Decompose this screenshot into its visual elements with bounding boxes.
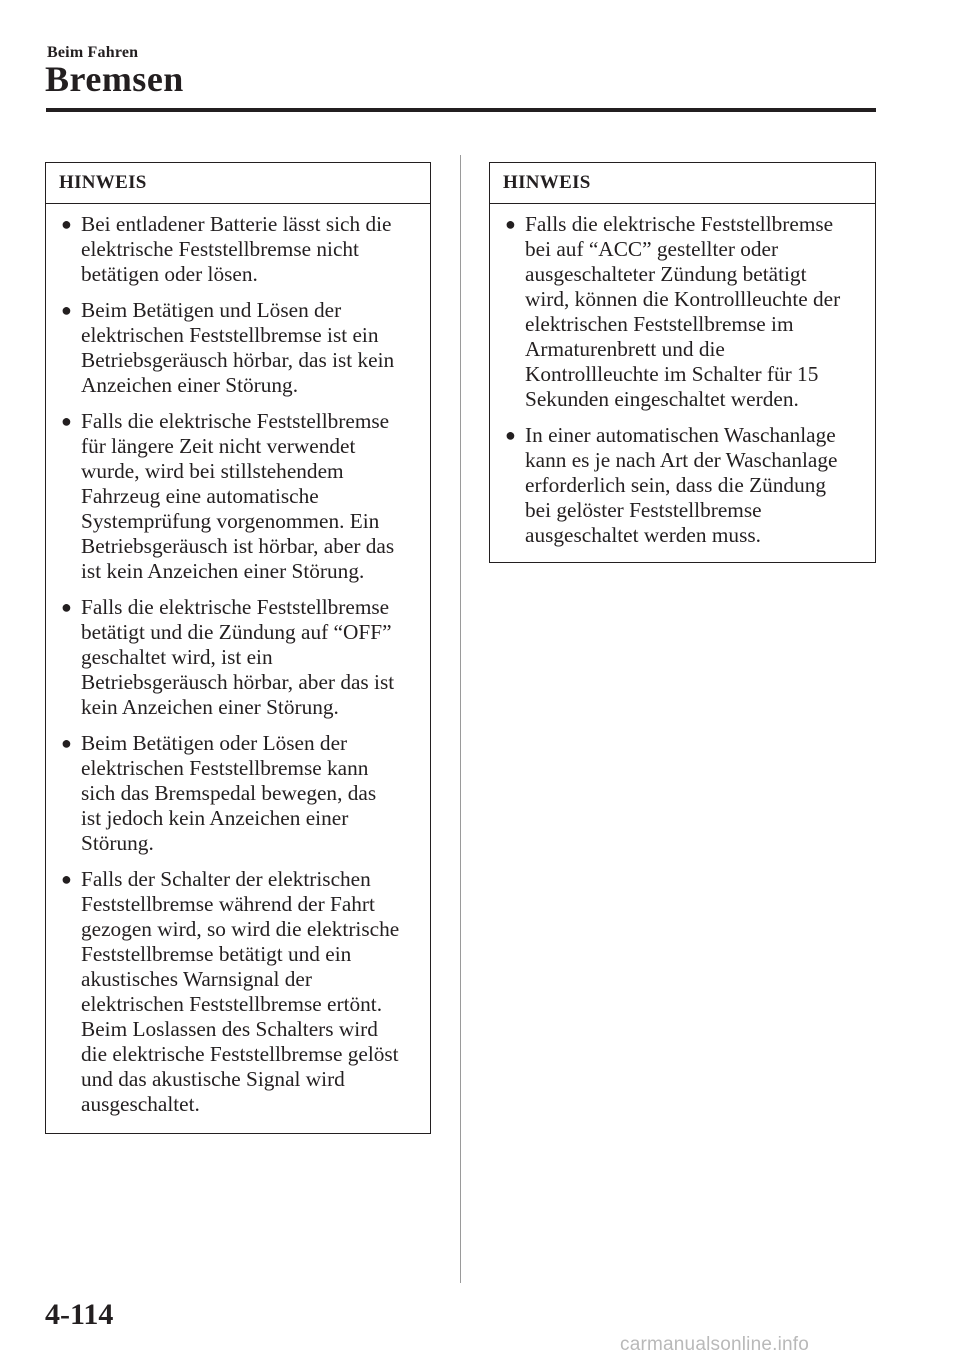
note-item [46, 212, 430, 287]
note-line: erforderlich sein, dass die Zündung [525, 473, 827, 497]
note-line: Beim Loslassen des Schalters wird [81, 1017, 378, 1041]
note-line: die elektrische Feststellbremse gelöst [81, 1042, 399, 1066]
note-line: Falls die elektrische Feststellbremse [81, 409, 390, 433]
note-line: ausgeschalteter Zündung betätigt [525, 262, 807, 286]
note-list-left [46, 204, 430, 1131]
note-line: ist jedoch kein Anzeichen einer [81, 806, 349, 830]
note-item [490, 212, 875, 412]
note-line: Betriebsgeräusch ist hörbar, aber das [81, 534, 395, 558]
bullet-icon: ● [505, 425, 516, 445]
section-label: Beim Fahren [47, 44, 139, 61]
note-line: ausgeschaltet werden muss. [525, 523, 761, 547]
note-line: Anzeichen einer Störung. [81, 373, 299, 397]
bullet-icon: ● [505, 214, 516, 234]
note-item [46, 867, 430, 1117]
note-line: kann es je nach Art der Waschanlage [525, 448, 838, 472]
note-line: elektrischen Feststellbremse im [525, 312, 794, 336]
note-line: Feststellbremse während der Fahrt [81, 892, 375, 916]
note-line: und das akustische Signal wird [81, 1067, 345, 1091]
note-line: geschaltet wird, ist ein [81, 645, 273, 669]
note-line: Beim Betätigen und Lösen der [81, 298, 342, 322]
note-line: Betriebsgeräusch hörbar, das ist kein [81, 348, 395, 372]
note-item [46, 409, 430, 584]
note-item [46, 731, 430, 856]
note-line: Sekunden eingeschaltet werden. [525, 387, 799, 411]
note-line: Falls die elektrische Feststellbremse [525, 212, 834, 236]
bullet-icon: ● [61, 733, 72, 753]
note-item [46, 595, 430, 720]
bullet-icon: ● [61, 597, 72, 617]
note-item [490, 423, 875, 548]
note-line: gezogen wird, so wird die elektrische [81, 917, 400, 941]
note-line: Falls die elektrische Feststellbremse [81, 595, 390, 619]
note-item [46, 298, 430, 398]
note-line: ausgeschaltet. [81, 1092, 200, 1116]
note-line: Bei entladener Batterie lässt sich die [81, 212, 392, 236]
note-line: Falls der Schalter der elektrischen [81, 867, 371, 891]
note-line: ist kein Anzeichen einer Störung. [81, 559, 365, 583]
watermark: carmanualsonline.info [620, 1334, 810, 1355]
column-divider [460, 155, 461, 1283]
note-line: akustisches Warnsignal der [81, 967, 312, 991]
bullet-icon: ● [61, 411, 72, 431]
note-line: betätigt und die Zündung auf “OFF” [81, 620, 392, 644]
note-line: kein Anzeichen einer Störung. [81, 695, 339, 719]
note-line: Kontrollleuchte im Schalter für 15 [525, 362, 819, 386]
chapter-title: Bremsen [45, 59, 184, 99]
note-line: bei gelöster Feststellbremse [525, 498, 762, 522]
note-line: elektrische Feststellbremse nicht [81, 237, 359, 261]
note-line: Störung. [81, 831, 154, 855]
note-box-left [45, 162, 431, 1134]
note-line: wurde, wird bei stillstehendem [81, 459, 344, 483]
note-line: Fahrzeug eine automatische [81, 484, 319, 508]
page-number: 4-114 [45, 1298, 114, 1331]
note-line: elektrischen Feststellbremse kann [81, 756, 369, 780]
bullet-icon: ● [61, 300, 72, 320]
note-line: elektrischen Feststellbremse ertönt. [81, 992, 383, 1016]
note-line: Betriebsgeräusch hörbar, aber das ist [81, 670, 395, 694]
note-title-right: HINWEIS [490, 163, 875, 204]
note-line: sich das Bremspedal bewegen, das [81, 781, 377, 805]
note-line: Feststellbremse betätigt und ein [81, 942, 352, 966]
bullet-icon: ● [61, 214, 72, 234]
note-line: betätigen oder lösen. [81, 262, 258, 286]
note-line: bei auf “ACC” gestellter oder [525, 237, 779, 261]
bullet-icon: ● [61, 869, 72, 889]
note-box-right [489, 162, 876, 563]
note-line: Systemprüfung vorgenommen. Ein [81, 509, 380, 533]
header-rule [46, 108, 876, 112]
note-line: Beim Betätigen oder Lösen der [81, 731, 348, 755]
note-list-right [490, 204, 875, 562]
note-line: für längere Zeit nicht verwendet [81, 434, 356, 458]
note-line: elektrischen Feststellbremse ist ein [81, 323, 379, 347]
note-title-left: HINWEIS [46, 163, 430, 204]
note-line: wird, können die Kontrollleuchte der [525, 287, 841, 311]
note-line: Armaturenbrett und die [525, 337, 725, 361]
note-line: In einer automatischen Waschanlage [525, 423, 836, 447]
